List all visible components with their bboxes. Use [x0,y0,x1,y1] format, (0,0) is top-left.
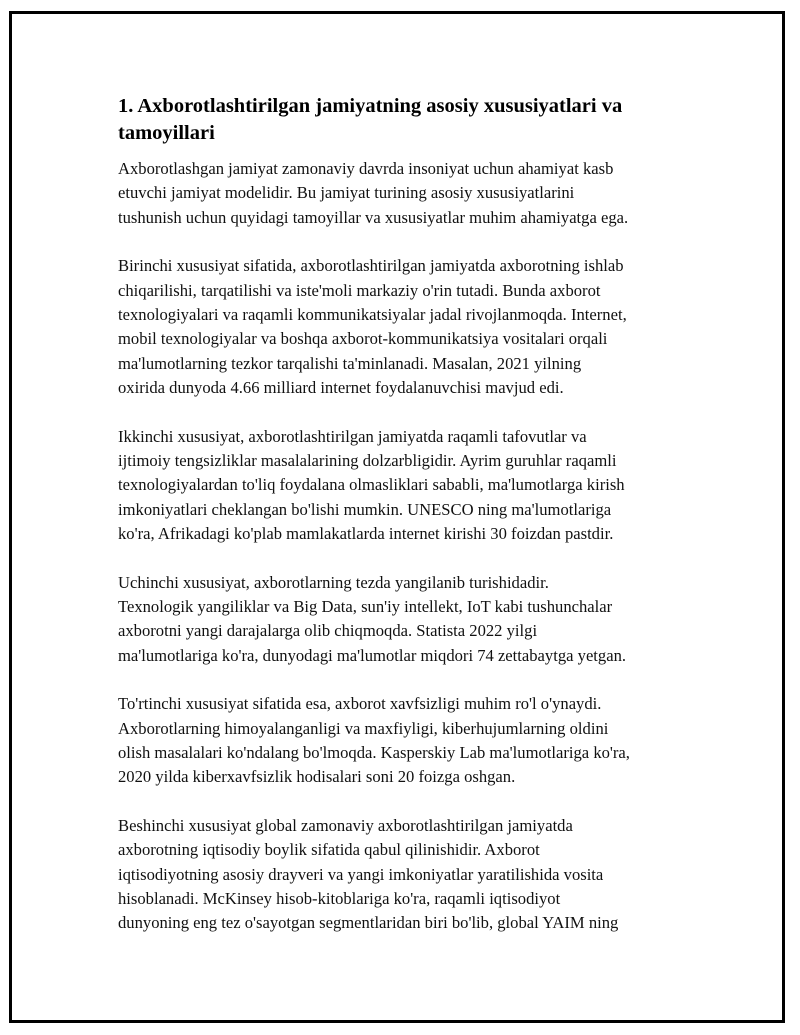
paragraph-1 [118,157,688,230]
paragraph-line: oxirida dunyoda 4.66 milliard internet foydalanuvchisi mavjud edi. [118,377,564,397]
paragraph-line: Axborotlashgan jamiyat zamonaviy davrda insoniyat uchun ahamiyat kasb [118,159,614,178]
paragraph-6 [118,814,688,935]
document-body [118,93,688,960]
paragraph-line: ko'ra, Afrikadagi ko'plab mamlakatlarda internet kirishi 30 foizdan pastdir. [118,523,614,543]
paragraph-line: ma'lumotlariga ko'ra, dunyodagi ma'lumotlar miqdori 74 zettabaytga yetgan. [118,645,627,665]
section-heading-line-2: tamoyillari [118,122,215,144]
paragraph-line: tushunish uchun quyidagi tamoyillar va xususiyatlar muhim ahamiyatga ega. [118,207,629,227]
paragraph-list [118,157,688,936]
paragraph-2 [118,254,688,400]
paragraph-line: Axborotlarning himoyalanganligi va maxfiyligi, kiberhujumlarning oldini [118,718,609,738]
section-heading [118,93,688,147]
paragraph-line: dunyoning eng tez o'sayotgan segmentlaridan biri bo'lib, global YAIM ning [118,913,619,933]
paragraph-3 [118,425,688,546]
paragraph-line: olish masalalari ko'ndalang bo'lmoqda. Kasperskiy Lab ma'lumotlariga ko'ra, [118,742,630,762]
paragraph-line: etuvchi jamiyat modelidir. Bu jamiyat turining asosiy xususiyatlarini [118,183,575,203]
paragraph-line: hisoblanadi. McKinsey hisob-kitoblariga ko'ra, raqamli iqtisodiyot [118,888,561,908]
paragraph-line: texnologiyalardan to'liq foydalana olmasliklari sababli, ma'lumotlarga kirish [118,475,625,495]
paragraph-line: To'rtinchi xususiyat sifatida esa, axborot xavfsizligi muhim ro'l o'ynaydi. [118,694,602,714]
paragraph-line: Birinchi xususiyat sifatida, axborotlashtirilgan jamiyatda axborotning ishlab [118,256,624,276]
section-heading-line-1: 1. Axborotlashtirilgan jamiyatning asosiy xususiyatlari va [118,95,623,117]
paragraph-line: iqtisodiyotning asosiy drayveri va yangi imkoniyatlar yaratilishida vosita [118,864,604,884]
paragraph-line: axborotning iqtisodiy boylik sifatida qabul qilinishidir. Axborot [118,840,540,860]
paragraph-line: chiqarilishi, tarqatilishi va iste'moli markaziy o'rin tutadi. Bunda axborot [118,280,601,300]
paragraph-line: mobil texnologiyalar va boshqa axborot-kommunikatsiya vositalari orqali [118,329,608,349]
paragraph-line: axborotni yangi darajalarga olib chiqmoqda. Statista 2022 yilgi [118,621,538,641]
paragraph-5 [118,692,688,789]
paragraph-line: Uchinchi xususiyat, axborotlarning tezda yangilanib turishidadir. [118,572,549,592]
paragraph-line: Ikkinchi xususiyat, axborotlashtirilgan jamiyatda raqamli tafovutlar va [118,426,587,446]
paragraph-4 [118,571,688,668]
paragraph-line: ma'lumotlarning tezkor tarqalishi ta'minlanadi. Masalan, 2021 yilning [118,353,582,373]
paragraph-line: Beshinchi xususiyat global zamonaviy axborotlashtirilgan jamiyatda [118,816,573,836]
paragraph-line: texnologiyalari va raqamli kommunikatsiyalar jadal rivojlanmoqda. Internet, [118,304,627,324]
paragraph-line: ijtimoiy tengsizliklar masalalarining dolzarbligidir. Ayrim guruhlar raqamli [118,450,617,470]
paragraph-line: imkoniyatlari cheklangan bo'lishi mumkin. UNESCO ning ma'lumotlariga [118,499,612,519]
paragraph-line: Texnologik yangiliklar va Big Data, sun'iy intellekt, IoT kabi tushunchalar [118,596,613,616]
paragraph-line: 2020 yilda kiberxavfsizlik hodisalari soni 20 foizga oshgan. [118,767,516,787]
